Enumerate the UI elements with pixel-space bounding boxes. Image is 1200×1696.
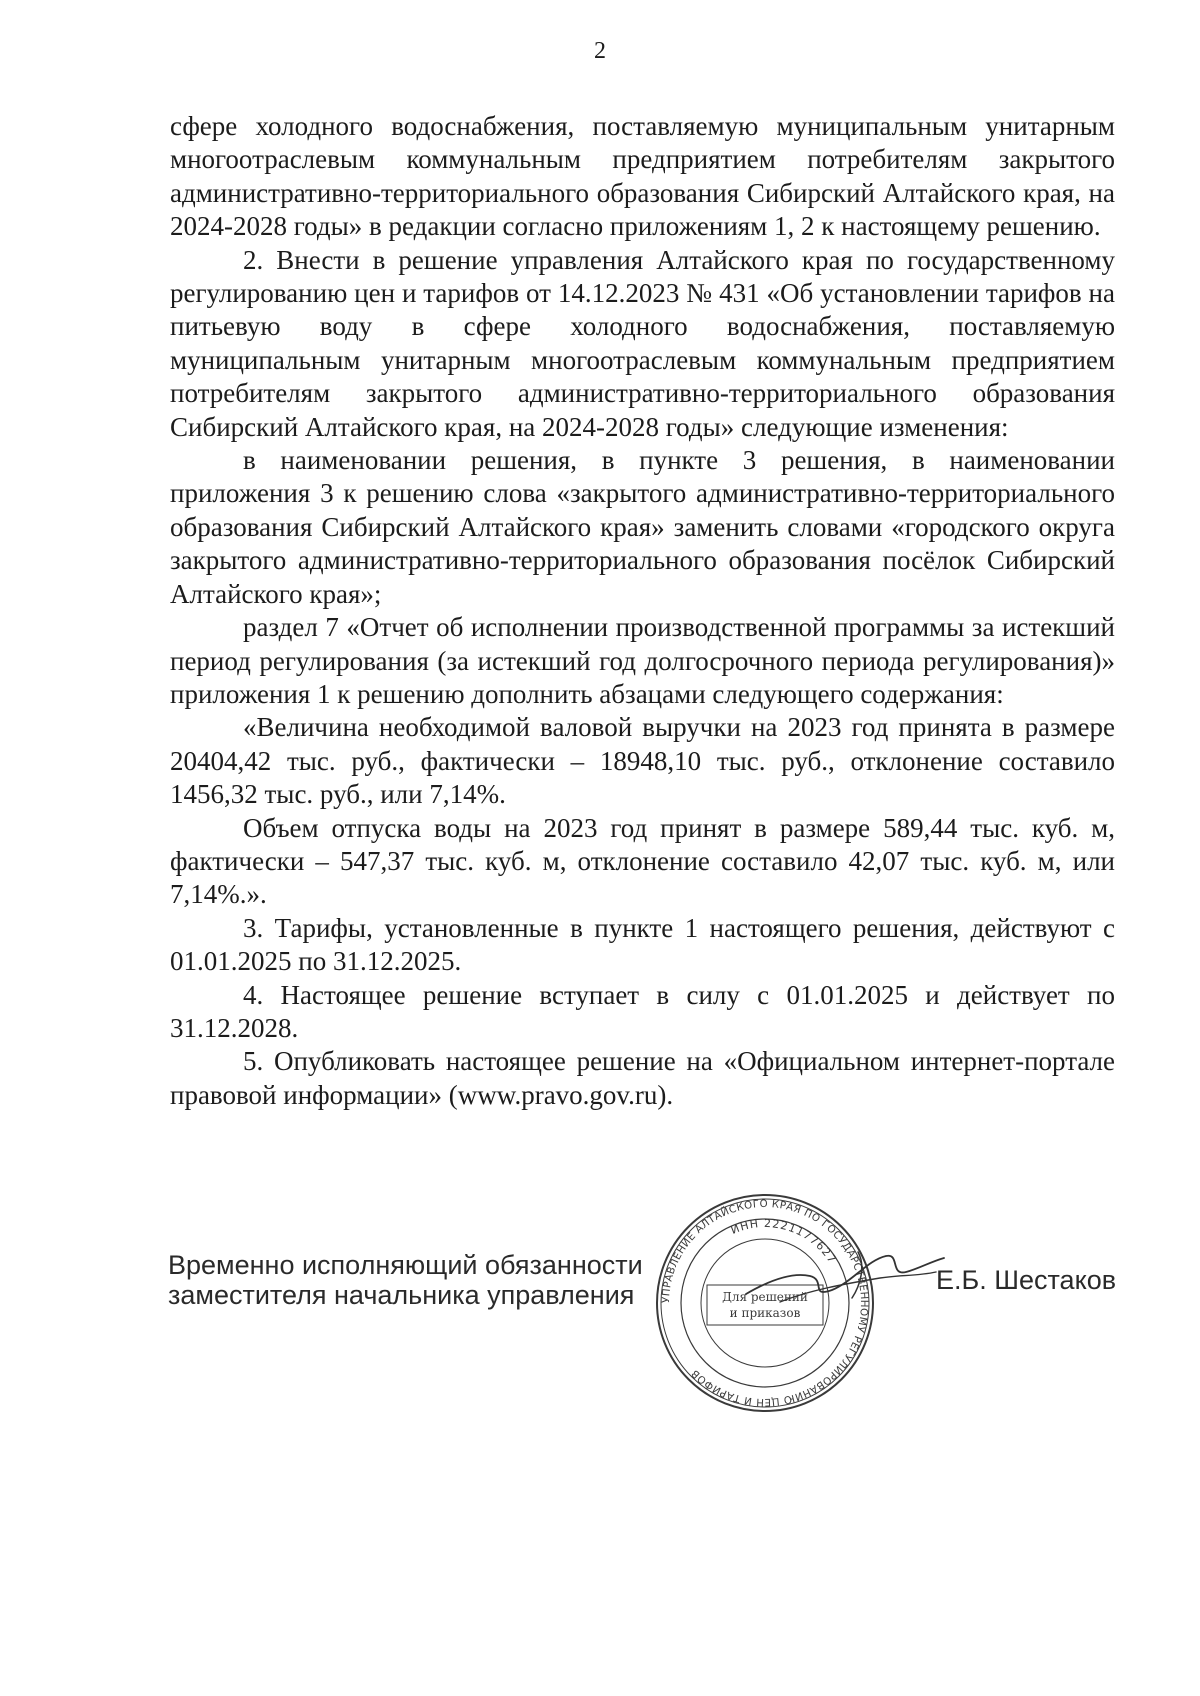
paragraph-item-2: 2. Внести в решение управления Алтайского края по государственному регулированию цен и тарифов от 14.12.2023 № 431 «Об установлении тарифов на питьевую воду в сфере холодного водоснабжения, поставляемую муниципальным унитарным многоотраслевым коммунальным предприятием потребителям закрытого административно-территориального образования Сибирский Алтайского края, на 2024-2028 годы» следующие изменения:: [170, 244, 1115, 442]
page-number: 2: [594, 38, 606, 64]
handwritten-signature: [740, 1232, 950, 1322]
seal-center-line-2: и приказов: [729, 1306, 801, 1320]
document-body: [170, 110, 1115, 1112]
signatory-position-line-1: Временно исполняющий обязанности: [168, 1250, 643, 1280]
paragraph-item-4: 4. Настоящее решение вступает в силу с 01.01.2025 и действует по 31.12.2028.: [170, 979, 1115, 1043]
signatory-name: Е.Б. Шестаков: [936, 1265, 1117, 1295]
paragraph-water-volume: Объем отпуска воды на 2023 год принят в размере 589,44 тыс. куб. м, фактически – 547,37 тыс. куб. м, отклонение составило 42,07 тыс. куб. м, или 7,14%.».: [170, 812, 1115, 910]
seal-outer-text: УПРАВЛЕНИЕ АЛТАЙСКОГО КРАЯ ПО ГОСУДАРСТВЕННОМУ РЕГУЛИРОВАНИЮ ЦЕН И ТАРИФОВ: [660, 1198, 870, 1408]
paragraph-item-5: 5. Опубликовать настоящее решение на «Официальном интернет-портале правовой информации» (www.pravo.gov.ru).: [170, 1046, 1115, 1110]
seal-center-line-1: Для решений: [722, 1290, 808, 1304]
signatory-position: [168, 1250, 643, 1310]
paragraph-name-change: в наименовании решения, в пункте 3 решения, в наименовании приложения 3 к решению слова «закрытого административно-территориального образования Сибирский Алтайского края» заменить словами «городского округа закрытого административно-территориального образования посёлок Сибирский Алтайского края»;: [170, 445, 1115, 609]
paragraph-item-3: 3. Тарифы, установленные в пункте 1 настоящего решения, действуют с 01.01.2025 по 31.12.2025.: [170, 912, 1115, 977]
signatory-position-line-2: заместителя начальника управления: [168, 1280, 635, 1310]
paragraph-continuation: сфере холодного водоснабжения, поставляемую муниципальным унитарным многоотраслевым коммунальным предприятием потребителям закрытого административно-территориального образования Сибирский Алтайского края, на 2024-2028 годы» в редакции согласно приложениям 1, 2 к настоящему решению.: [170, 111, 1115, 242]
paragraph-section-7: раздел 7 «Отчет об исполнении производственной программы за истекший период регулирования (за истекший год долгосрочного периода регулирования)» приложения 1 к решению дополнить абзацами следующего содержания:: [170, 612, 1115, 709]
paragraph-revenue: «Величина необходимой валовой выручки на 2023 год принята в размере 20404,42 тыс. руб., фактически – 18948,10 тыс. руб., отклонение составило 1456,32 тыс. руб., или 7,14%.: [170, 712, 1115, 810]
seal-inn-text: ИНН 2221177627: [728, 1216, 839, 1267]
